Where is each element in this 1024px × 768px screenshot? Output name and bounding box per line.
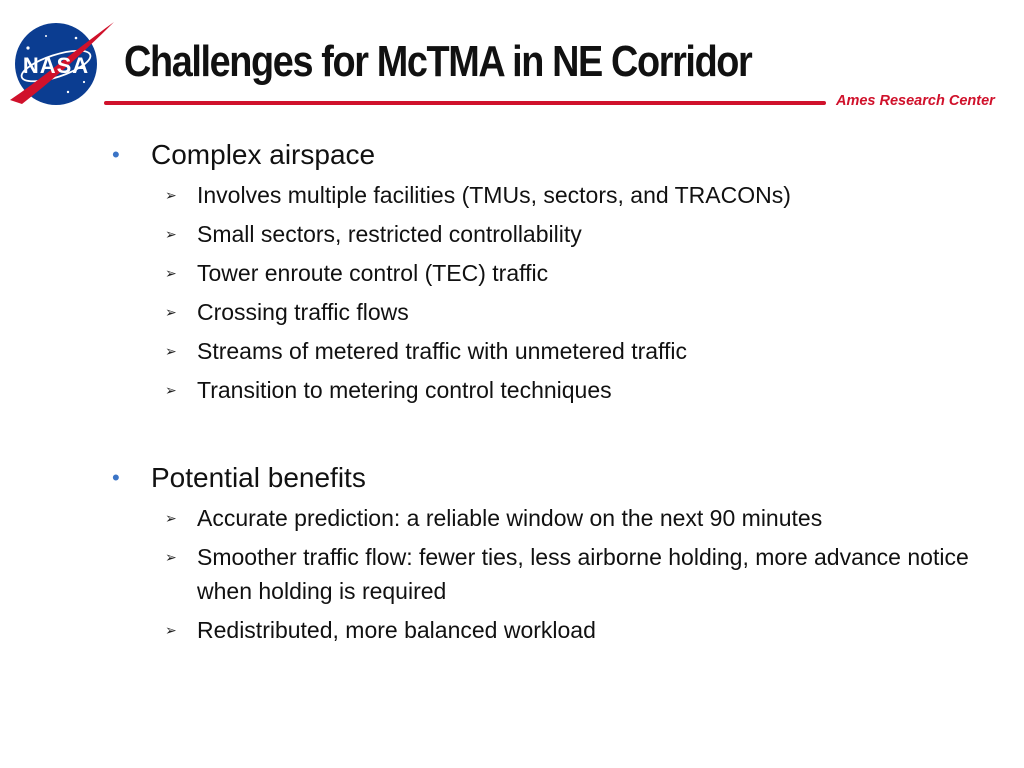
list-item-text: Smoother traffic flow: fewer ties, less airborne holding, more advance notice when holding is required: [197, 544, 969, 604]
arrow-bullet-icon: ➢: [165, 549, 177, 565]
list-item: [112, 613, 1002, 647]
list-item: [112, 373, 1002, 407]
arrow-bullet-icon: ➢: [165, 265, 177, 281]
list-item: [112, 217, 1002, 251]
bullet-dot-icon: •: [112, 465, 120, 490]
list-item-text: Small sectors, restricted controllability: [197, 221, 582, 247]
section-heading: Potential benefits: [151, 462, 366, 493]
list-item-text: Transition to metering control techniques: [197, 377, 612, 403]
arrow-bullet-icon: ➢: [165, 510, 177, 526]
list-item-text: Tower enroute control (TEC) traffic: [197, 260, 549, 286]
list-item: [112, 256, 1002, 290]
sub-bullet-list: [112, 178, 1002, 407]
list-item: [112, 540, 1002, 608]
list-item-text: Streams of metered traffic with unmetered traffic: [197, 338, 688, 364]
list-item-text: Accurate prediction: a reliable window on the next 90 minutes: [197, 505, 823, 531]
list-item: [112, 334, 1002, 368]
list-item-text: Involves multiple facilities (TMUs, sectors, and TRACONs): [197, 182, 791, 208]
section-heading-row: [112, 137, 1002, 173]
arrow-bullet-icon: ➢: [165, 226, 177, 242]
section-heading: Complex airspace: [151, 139, 376, 170]
section-potential-benefits: [112, 460, 1002, 647]
arrow-bullet-icon: ➢: [165, 343, 177, 359]
list-item-text: Crossing traffic flows: [197, 299, 409, 325]
arrow-bullet-icon: ➢: [165, 304, 177, 320]
arrow-bullet-icon: ➢: [165, 382, 177, 398]
title-underline: [104, 101, 826, 105]
section-complex-airspace: [112, 137, 1002, 407]
section-heading-row: [112, 460, 1002, 496]
list-item: [112, 501, 1002, 535]
arrow-bullet-icon: ➢: [165, 187, 177, 203]
center-label: Ames Research Center: [836, 93, 995, 109]
arrow-bullet-icon: ➢: [165, 622, 177, 638]
list-item: [112, 178, 1002, 212]
slide-title: Challenges for McTMA in NE Corridor: [124, 37, 752, 86]
nasa-logo-icon: [6, 14, 118, 106]
list-item: [112, 295, 1002, 329]
bullet-dot-icon: •: [112, 142, 120, 167]
sub-bullet-list: [112, 501, 1002, 647]
logo-text: NASA: [22, 53, 90, 78]
list-item-text: Redistributed, more balanced workload: [197, 617, 596, 643]
